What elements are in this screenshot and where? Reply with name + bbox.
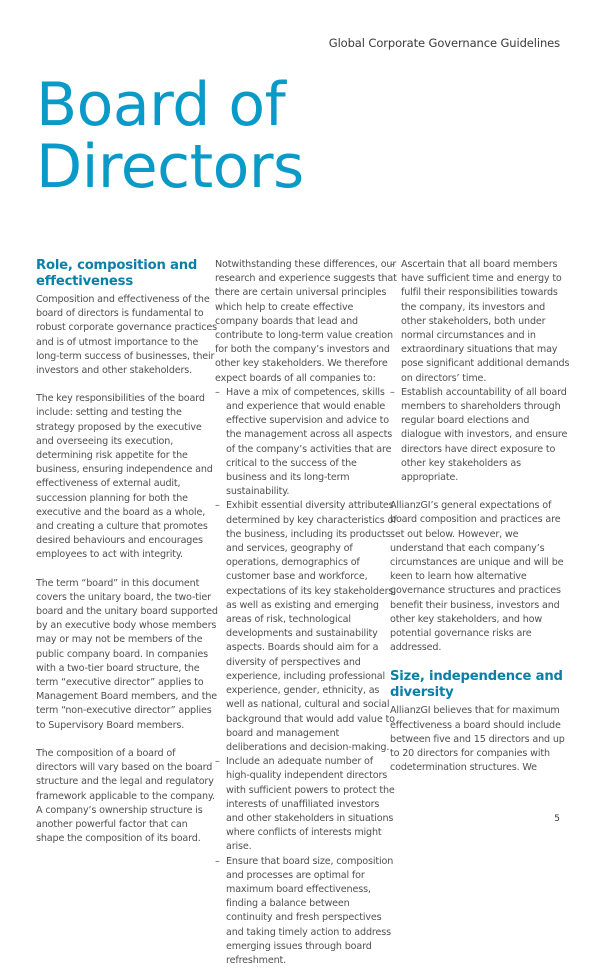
list-item: – Include an adequate number of high-quality independent directors with sufficient powers to protect the interests of unaffiliated investors and other stakeholders in situations where conflicts of interests might arise. (215, 755, 397, 854)
paragraph: The composition of a board of directors will vary based on the board structure and the legal and regulatory framework applicable to the company. A company’s ownership structure is another powerful factor that can shape the composition of its board. (36, 747, 215, 845)
list-item: – Exhibit essential diversity attributes determined by key characteristics of the business, including its products and services, geography of operations, demographics of customer base and workforce, expectations of its key stakeholders, as well as existing and emerging areas of risk, technological developments and sustainability aspects. Boards should aim for a diversity of perspectives and experience, including professional experience, gender, ethnicity, as well as national, cultural and social background that would add value to board and management deliberations and decision-making. (215, 499, 397, 755)
column-1 (36, 258, 218, 860)
expectations-list (215, 386, 397, 968)
paragraph: AllianzGI’s general expectations of board composition and practices are set out below. However, we understand that each company’s circumstances are unique and will be keen to learn how alternative governance structures and practices benefit their business, investors and other key stakeholders, and how potential governance risks are addressed. (390, 500, 564, 654)
paragraph: The term “board” in this document covers the unitary board, the two-tier board and the unitary board supported by an executive body whose members may or may not be members of the public company board. In companies with a two-tier board structure, the term “executive director” applies to Management Board members, and the term “non-executive director” applies to Supervisory Board members. (36, 577, 218, 731)
page-title-line-2: Directors (36, 132, 304, 202)
list-item: – Ensure that board size, composition and processes are optimal for maximum board effectiveness, finding a balance between continuity and fresh perspectives and taking timely action to address emerging issues through board refreshment. (215, 855, 397, 968)
page-title (36, 70, 304, 202)
section-heading-role: Role, composition and effectiveness (36, 258, 198, 289)
list-item: – Ascertain that all board members have sufficient time and energy to fulfil their responsibilities towards the company, its investors and other stakeholders, both under normal circumstances and in extraordinary situations that may pose significant additional demands on directors’ time. (390, 258, 572, 386)
column-3 (390, 258, 572, 790)
section-heading-size: Size, independence and diversity (390, 669, 563, 701)
expectations-list-continued (390, 258, 572, 485)
column-2 (215, 258, 397, 968)
page-title-line-1: Board of (36, 70, 286, 140)
paragraph: Notwithstanding these differences, our research and experience suggests that there are certain universal principles which help to create effective company boards that lead and contribute to long-term value creation for both the company’s investors and other key stakeholders. We therefore expect boards of all companies to: (215, 259, 397, 384)
running-header: Global Corporate Governance Guidelines (328, 36, 560, 50)
paragraph: Composition and effectiveness of the board of directors is fundamental to robust corporate governance practices and is of utmost importance to the long-term success of businesses, their investors and other stakeholders. (36, 294, 217, 377)
list-item: – Have a mix of competences, skills and experience that would enable effective supervision and advice to the management across all aspects of the company’s activities that are critical to the success of the business and its long-term sustainability. (215, 386, 397, 500)
page-number: 5 (554, 814, 560, 824)
paragraph: AllianzGI believes that for maximum effectiveness a board should include between five and 15 directors and up to 20 directors for companies with codetermination structures. We (390, 705, 565, 774)
paragraph: The key responsibilities of the board include: setting and testing the strategy proposed by the executive and overseeing its execution, determining risk appetite for the business, ensuring independence and effectiveness of external audit, succession planning for both the executive and the board as a whole, and creating a culture that promotes desired behaviours and encourages employees to act with integrity. (36, 393, 213, 561)
list-item: – Establish accountability of all board members to shareholders through regular board elections and dialogue with investors, and ensure directors have direct exposure to other key stakeholders as appropriate. (390, 386, 572, 485)
